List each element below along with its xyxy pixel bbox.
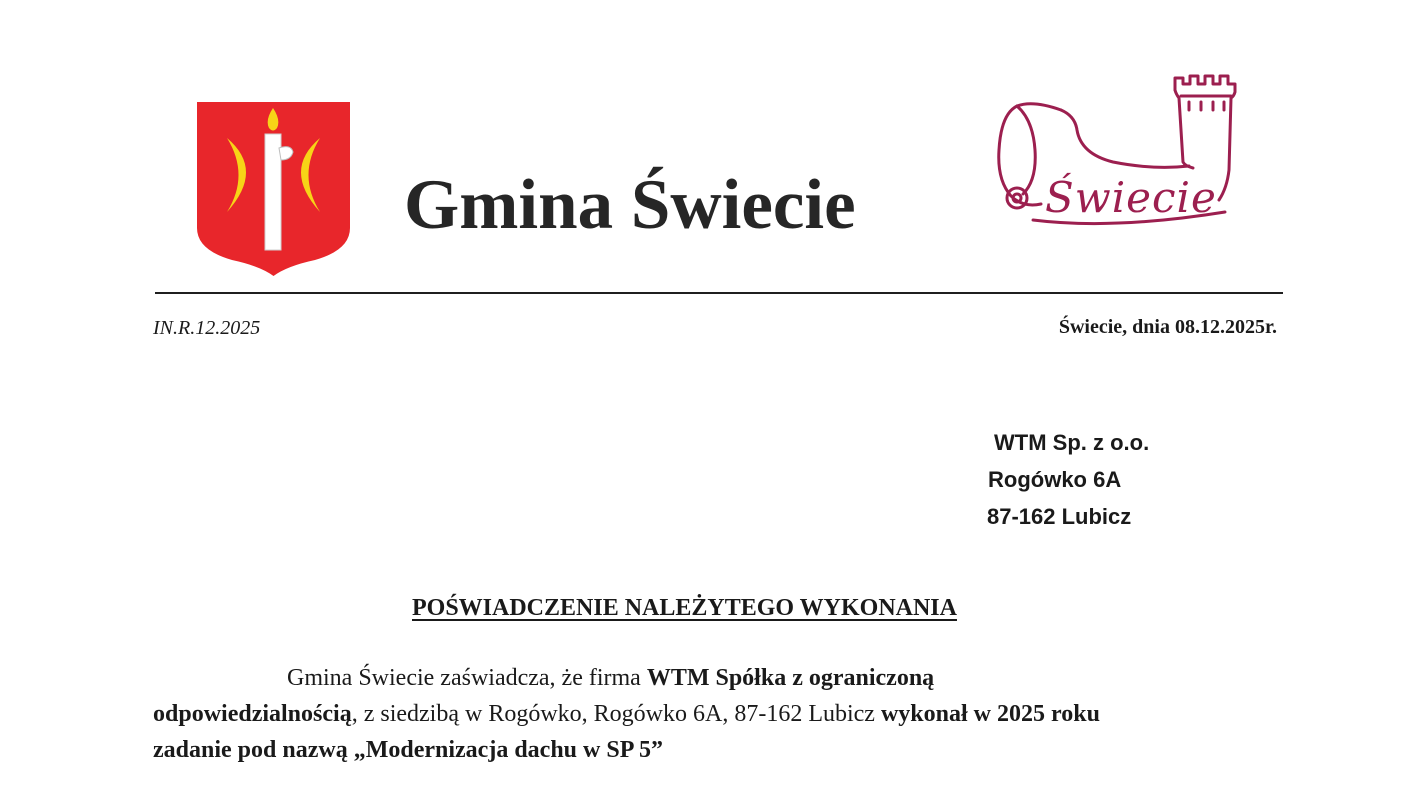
header-divider <box>155 292 1283 294</box>
reference-number: IN.R.12.2025 <box>153 317 261 339</box>
coat-of-arms <box>195 100 352 276</box>
body-line <box>153 696 1273 732</box>
body-line <box>153 660 1273 696</box>
body-line <box>153 732 1273 768</box>
recipient-address <box>987 424 1149 535</box>
document-title: POŚWIADCZENIE NALEŻYTEGO WYKONANIA <box>412 595 957 621</box>
recipient-name: WTM Sp. z o.o. <box>994 430 1150 455</box>
recipient-city: 87-162 Lubicz <box>987 504 1132 529</box>
candle-icon <box>265 134 281 250</box>
logo-wordmark: Świecie <box>1045 173 1217 222</box>
execution-year: wykonał w 2025 roku <box>880 701 1100 727</box>
place-date: Świecie, dnia 08.12.2025r. <box>1058 316 1277 338</box>
company-name: WTM Spółka z ograniczoną <box>646 665 935 691</box>
body-text-fragment: , z siedzibą w Rogówko, Rogówko 6A, 87-162 Lubicz <box>351 701 881 727</box>
company-name-cont: odpowiedzialnością <box>153 701 352 727</box>
recipient-street: Rogówko 6A <box>988 467 1122 492</box>
body-text-fragment: Gmina Świecie zaświadcza, że firma <box>287 665 647 691</box>
document-body <box>153 660 1273 768</box>
task-name: zadanie pod nazwą „Modernizacja dachu w SP 5” <box>153 737 664 763</box>
page-title: Gmina Świecie <box>404 166 856 244</box>
